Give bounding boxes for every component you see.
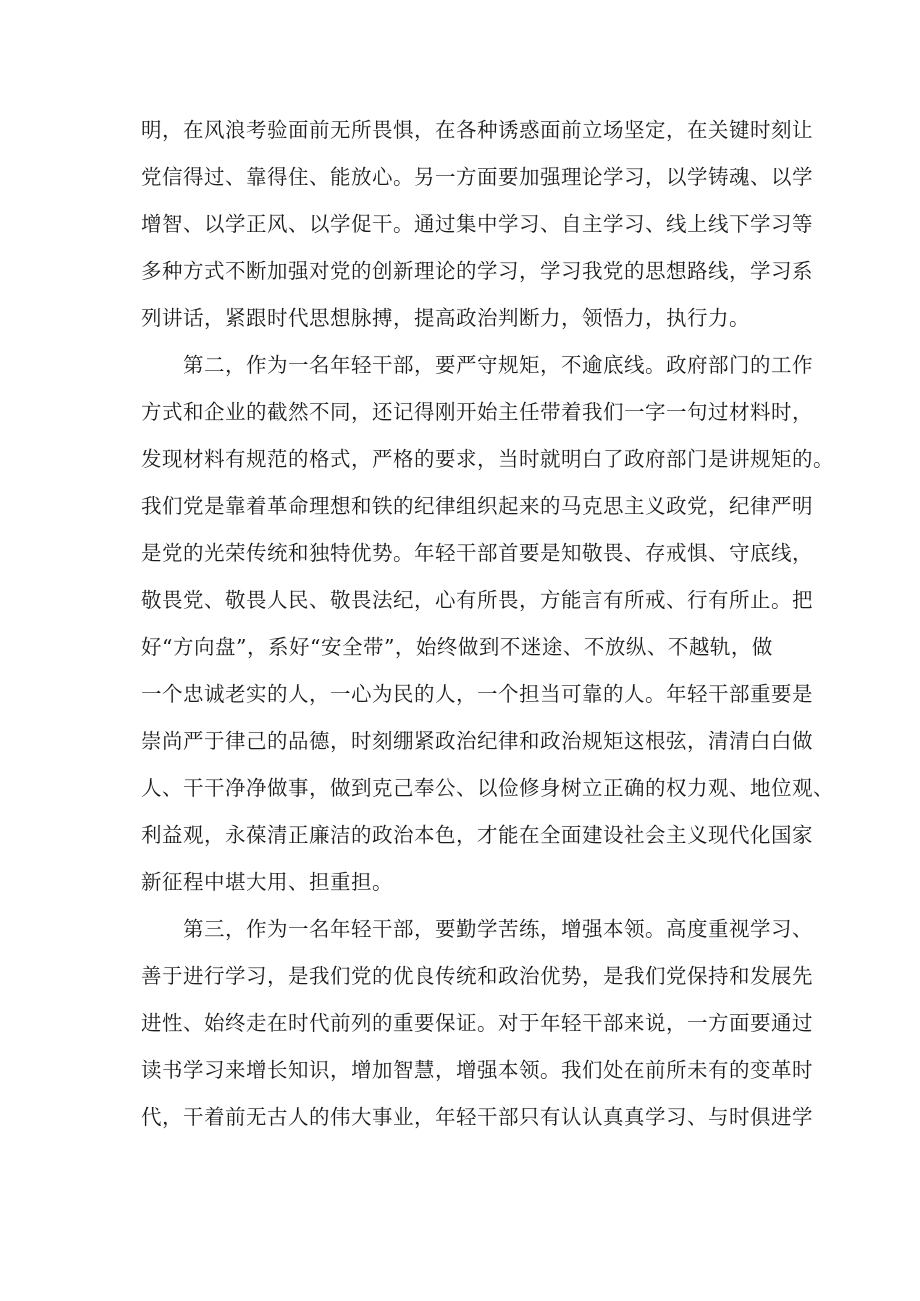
text-line: 一个忠诚老实的人，一心为民的人，一个担当可靠的人。年轻干部重要是 — [141, 682, 813, 706]
text-line: 崇尚严于律己的品德，时刻绷紧政治纪律和政治规矩这根弦，清清白白做 — [141, 729, 813, 753]
text-line: 善于进行学习，是我们党的优良传统和政治优势，是我们党保持和发展先 — [141, 964, 813, 988]
text-line: 明，在风浪考验面前无所畏惧，在各种诱惑面前立场坚定，在关键时刻让 — [141, 118, 813, 142]
text-line: 增智、以学正风、以学促干。通过集中学习、自主学习、线上线下学习等 — [141, 212, 813, 236]
text-line: 列讲话，紧跟时代思想脉搏，提高政治判断力，领悟力，执行力。 — [141, 306, 750, 330]
paragraph-start-line: 第二，作为一名年轻干部，要严守规矩，不逾底线。政府部门的工作 — [183, 353, 813, 377]
text-line: 党信得过、靠得住、能放心。另一方面要加强理论学习，以学铸魂、以学 — [141, 165, 813, 189]
text-line: 进性、始终走在时代前列的重要保证。对于年轻干部来说，一方面要通过 — [141, 1011, 813, 1035]
body-text — [141, 113, 834, 1147]
text-line: 方式和企业的截然不同，还记得刚开始主任带着我们一字一句过材料时， — [141, 400, 813, 424]
text-line: 新征程中堪大用、担重担。 — [141, 870, 393, 894]
text-line: 人、干干净净做事，做到克己奉公、以俭修身树立正确的权力观、地位观、 — [141, 776, 834, 800]
text-line: 利益观，永葆清正廉洁的政治本色，才能在全面建设社会主义现代化国家 — [141, 823, 813, 847]
text-line: 好“方向盘”，系好“安全带”，始终做到不迷途、不放纵、不越轨，做 — [141, 635, 773, 659]
text-line: 是党的光荣传统和独特优势。年轻干部首要是知敬畏、存戒惧、守底线， — [141, 541, 813, 565]
text-line: 多种方式不断加强对党的创新理论的学习，学习我党的思想路线，学习系 — [141, 259, 813, 283]
text-line: 敬畏党、敬畏人民、敬畏法纪，心有所畏，方能言有所戒、行有所止。把 — [141, 588, 813, 612]
text-line: 发现材料有规范的格式，严格的要求，当时就明白了政府部门是讲规矩的。 — [141, 447, 834, 471]
text-line: 读书学习来增长知识，增加智慧，增强本领。我们处在前所未有的变革时 — [141, 1058, 813, 1082]
text-line: 代，干着前无古人的伟大事业，年轻干部只有认认真真学习、与时俱进学 — [141, 1105, 813, 1129]
paragraph-start-line: 第三，作为一名年轻干部，要勤学苦练，增强本领。高度重视学习、 — [183, 917, 813, 941]
text-line: 我们党是靠着革命理想和铁的纪律组织起来的马克思主义政党，纪律严明 — [141, 494, 813, 518]
